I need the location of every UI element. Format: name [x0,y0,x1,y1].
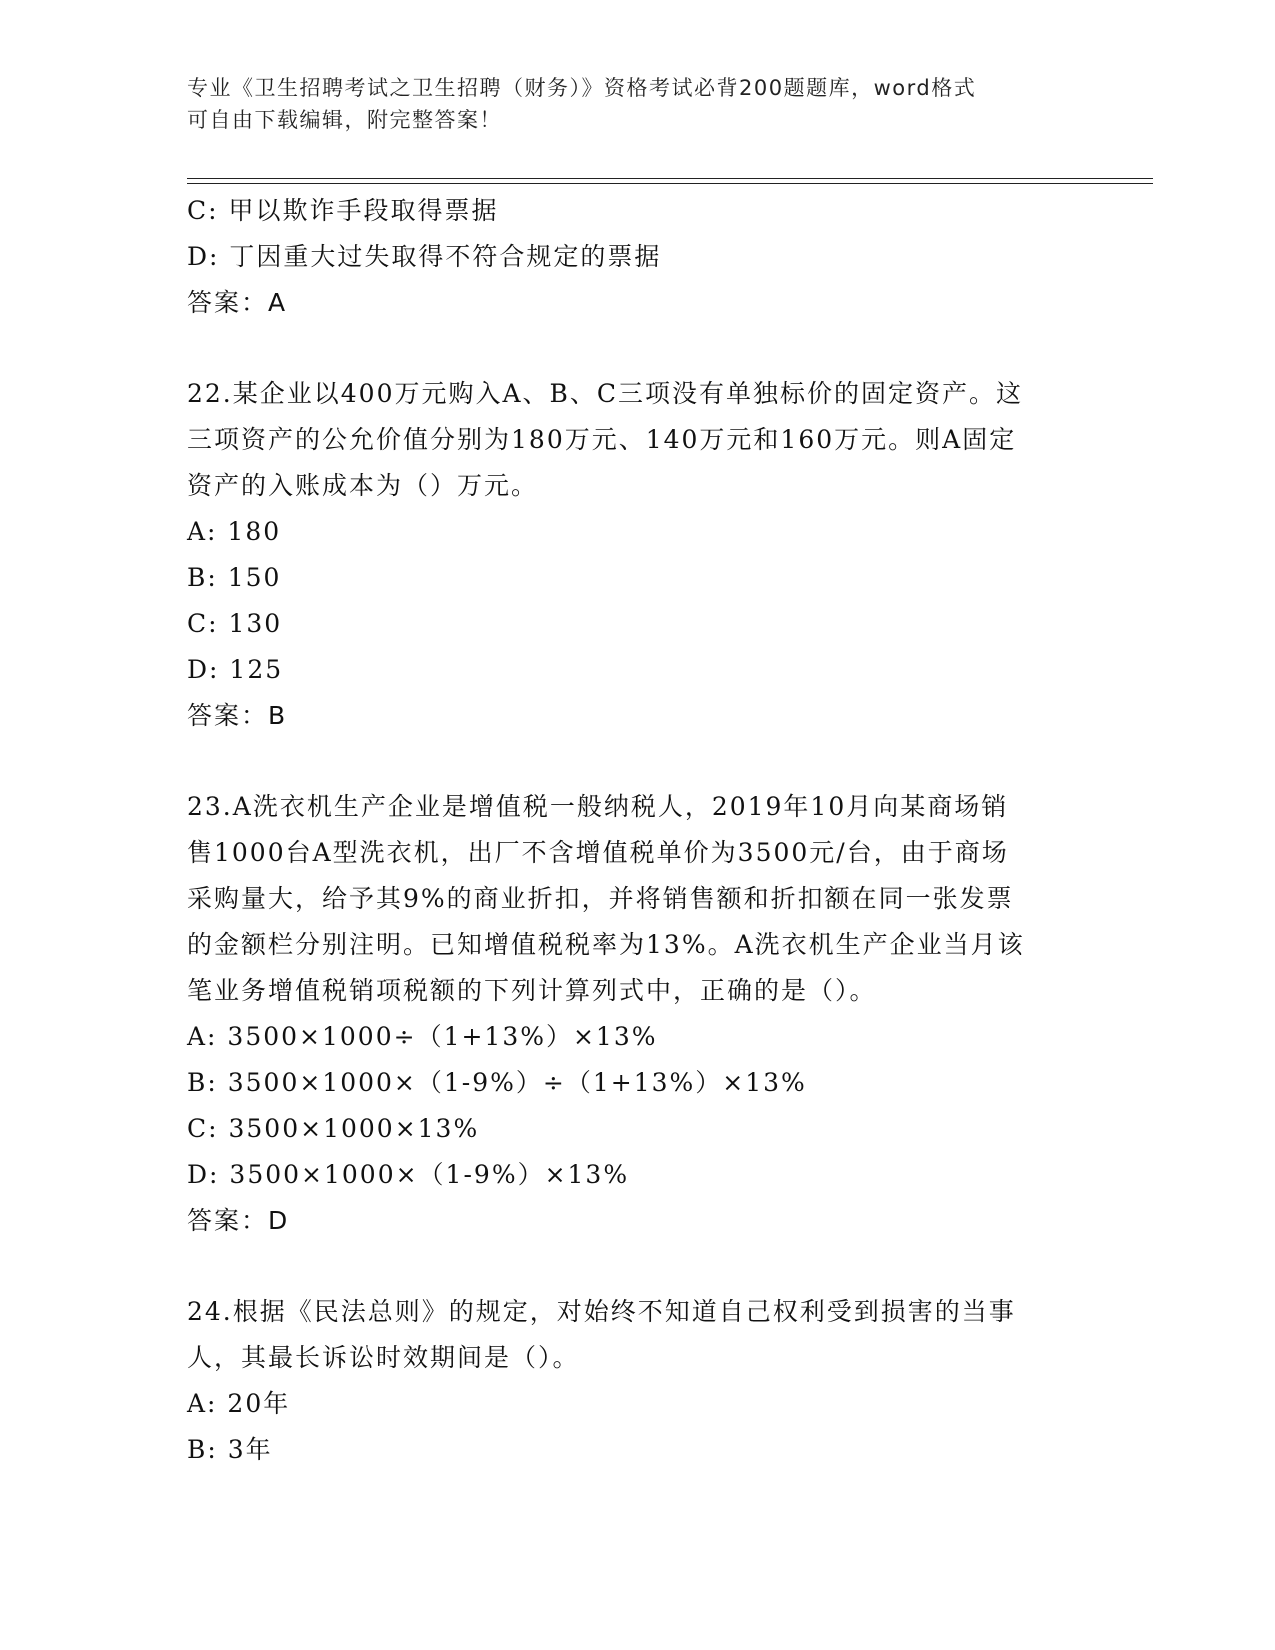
question-text-line: 采购量大，给予其9%的商业折扣，并将销售额和折扣额在同一张发票 [187,884,1014,913]
header-rule-bottom [187,183,1153,184]
question-22 [187,371,1087,739]
question-text-line: 的金额栏分别注明。已知增值税税率为13%。A洗衣机生产企业当月该 [187,930,1025,959]
document-body [187,188,1087,1473]
question-text-line: 售1000台A型洗衣机，出厂不含增值税单价为3500元/台，由于商场 [187,838,1009,867]
option-d: D: 125 [187,655,284,684]
option-a: A: 3500×1000÷（1+13%）×13% [187,1022,658,1051]
question-text-line: 23.A洗衣机生产企业是增值税一般纳税人，2019年10月向某商场销 [187,792,1009,821]
question-text-line: 22.某企业以400万元购入A、B、C三项没有单独标价的固定资产。这 [187,379,1024,408]
option-b: B: 3年 [187,1435,273,1464]
option-d: D: 3500×1000×（1-9%）×13% [187,1160,630,1189]
question-text-line: 24.根据《民法总则》的规定，对始终不知道自己权利受到损害的当事 [187,1297,1016,1326]
header-rule-top [187,178,1153,179]
option-b: B: 3500×1000×（1-9%）÷（1+13%）×13% [187,1068,807,1097]
option-c: C: 3500×1000×13% [187,1114,480,1143]
answer: 答案：A [187,288,288,317]
question-text-line: 资产的入账成本为（）万元。 [187,471,539,500]
option-c: C: 甲以欺诈手段取得票据 [187,196,499,225]
option-a: A: 20年 [187,1389,291,1418]
question-text-line: 三项资产的公允价值分别为180万元、140万元和160万元。则A固定 [187,425,1017,454]
question-text-line: 笔业务增值税销项税额的下列计算列式中，正确的是（）。 [187,976,877,1005]
option-a: A: 180 [187,517,282,546]
header-line-1: 专业《卫生招聘考试之卫生招聘（财务）》资格考试必背200题题库，word格式 [187,76,977,100]
option-d: D: 丁因重大过失取得不符合规定的票据 [187,242,662,271]
question-24 [187,1289,1087,1473]
page-header [187,72,1067,136]
header-line-2: 可自由下载编辑，附完整答案！ [187,108,502,132]
question-23 [187,784,1087,1244]
question-text-line: 人，其最长诉讼时效期间是（）。 [187,1343,580,1372]
answer: 答案：D [187,1206,290,1235]
answer: 答案：B [187,701,288,730]
option-c: C: 130 [187,609,283,638]
option-b: B: 150 [187,563,282,592]
